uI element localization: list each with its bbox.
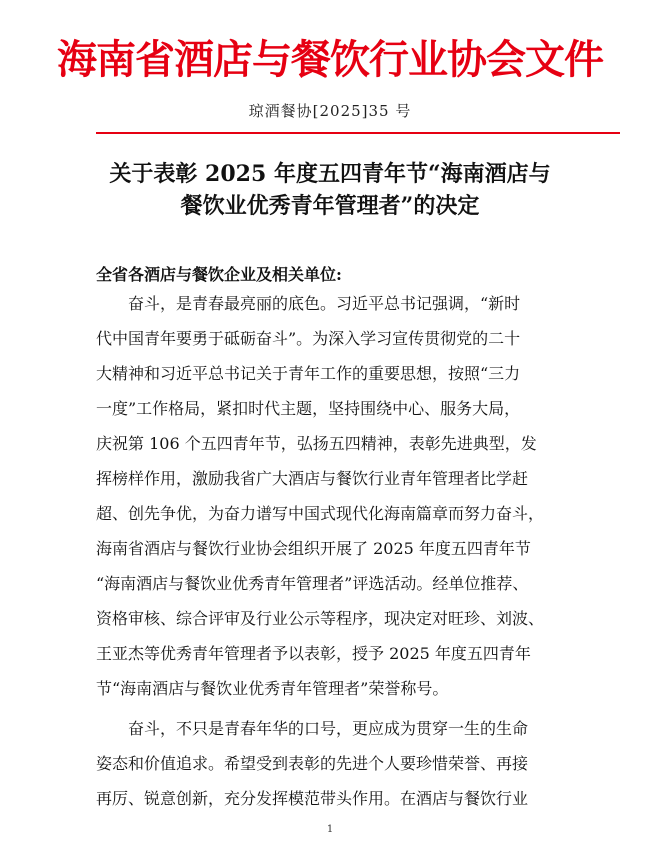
body-line: 庆祝第 106 个五四青年节，弘扬五四精神，表彰先进典型，发	[96, 434, 537, 453]
body-line: 海南省酒店与餐饮行业协会组织开展了 2025 年度五四青年节	[96, 539, 531, 558]
body-line: 王亚杰等优秀青年管理者予以表彰，授予 2025 年度五四青年	[96, 644, 531, 663]
body-line: 大精神和习近平总书记关于青年工作的重要思想，按照“三力	[96, 364, 521, 383]
body-line: 奋斗，不只是青春年华的口号，更应成为贯穿一生的生命	[96, 719, 529, 738]
salutation: 全省各酒店与餐饮企业及相关单位:	[96, 265, 342, 284]
body-line: 资格审核、综合评审及行业公示等程序，现决定对旺珍、刘波、	[96, 609, 545, 628]
document-title	[80, 158, 580, 222]
body-line: 姿态和价值追求。希望受到表彰的先进个人要珍惜荣誉、再接	[96, 754, 529, 773]
body-line: “海南酒店与餐饮业优秀青年管理者”评选活动。经单位推荐、	[96, 574, 529, 593]
document-title-line-1: 关于表彰 2025 年度五四青年节“海南酒店与	[109, 161, 551, 187]
document-number: 琼酒餐协[2025]35 号	[248, 102, 412, 120]
body-line: 挥榜样作用，激励我省广大酒店与餐饮行业青年管理者比学赶	[96, 469, 529, 488]
body-line: 节“海南酒店与餐饮业优秀青年管理者”荣誉称号。	[96, 679, 449, 698]
document-title-line-2: 餐饮业优秀青年管理者”的决定	[180, 193, 480, 219]
red-divider-line	[96, 132, 620, 134]
body-text	[96, 286, 580, 816]
page-number: 1	[326, 824, 334, 835]
body-line: 超、创先争优，为奋力谱写中国式现代化海南篇章而努力奋斗，	[96, 504, 545, 523]
body-line: 一度”工作格局，紧扣时代主题，坚持围绕中心、服务大局，	[96, 399, 521, 418]
body-line: 奋斗，是青春最亮丽的底色。习近平总书记强调，“新时	[96, 294, 521, 313]
body-line: 再厉、锐意创新，充分发挥模范带头作用。在酒店与餐饮行业	[96, 789, 529, 808]
body-line: 代中国青年要勇于砥砺奋斗”。为深入学习宣传贯彻党的二十	[96, 329, 521, 348]
organization-title: 海南省酒店与餐饮行业协会文件	[57, 36, 603, 83]
